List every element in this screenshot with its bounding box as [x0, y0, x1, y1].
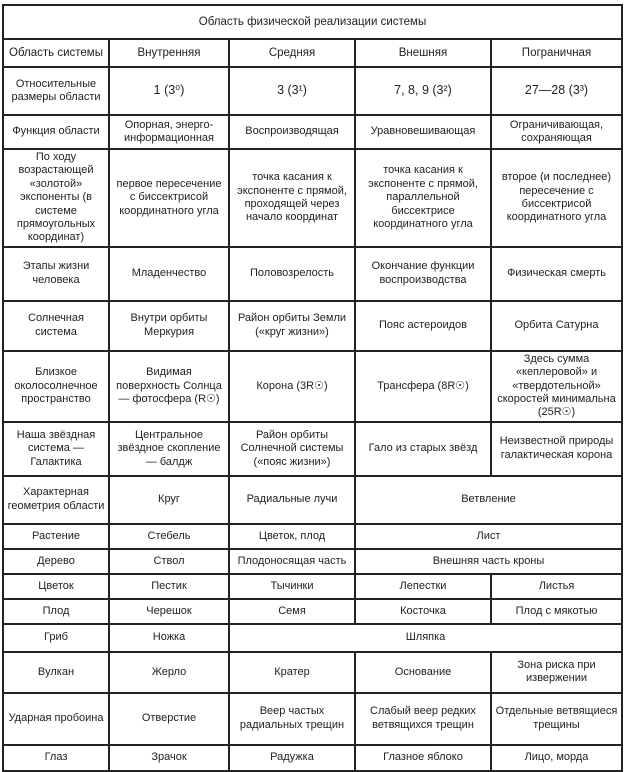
galaxy-outer: Гало из старых звёзд	[355, 422, 491, 476]
row-function	[3, 115, 622, 149]
header-inner: Внутренняя	[109, 39, 229, 67]
nearsun-inner: Видимая поверхность Солнца — фотосфера (R☉)	[109, 351, 229, 422]
function-border: Ограничивающая, сохраняющая	[491, 115, 622, 149]
sizes-inner: 1 (3⁰)	[109, 67, 229, 115]
flower-inner: Пестик	[109, 574, 229, 599]
golden-outer: точка касания к экспоненте с прямой, параллельной биссектрисе координатного угла	[355, 149, 491, 247]
function-label: Функция области	[3, 115, 109, 149]
eye-outer: Глазное яблоко	[355, 745, 491, 771]
plant-label: Растение	[3, 524, 109, 549]
function-middle: Воспроизводящая	[229, 115, 355, 149]
galaxy-middle: Район орбиты Солнечной системы («пояс жизни»)	[229, 422, 355, 476]
row-solar	[3, 301, 622, 351]
sizes-middle: 3 (3¹)	[229, 67, 355, 115]
row-mushroom	[3, 624, 622, 652]
volcano-middle: Кратер	[229, 652, 355, 693]
life-inner: Младенчество	[109, 247, 229, 301]
plant-outer-border: Лист	[355, 524, 622, 549]
life-label: Этапы жизни человека	[3, 247, 109, 301]
galaxy-border: Неизвестной природы галактическая корона	[491, 422, 622, 476]
golden-border: второе (и последнее) пересечение с биссектрисой координатного угла	[491, 149, 622, 247]
system-table-container	[2, 4, 621, 762]
flower-outer: Лепестки	[355, 574, 491, 599]
tree-inner: Ствол	[109, 549, 229, 574]
fruit-middle: Семя	[229, 599, 355, 624]
solar-inner: Внутри орбиты Меркурия	[109, 301, 229, 351]
tree-outer-border: Внешняя часть кроны	[355, 549, 622, 574]
title-row	[3, 5, 622, 39]
row-sizes	[3, 67, 622, 115]
flower-middle: Тычинки	[229, 574, 355, 599]
row-galaxy	[3, 422, 622, 476]
row-nearsun	[3, 351, 622, 422]
eye-label: Глаз	[3, 745, 109, 771]
row-fruit	[3, 599, 622, 624]
row-tree	[3, 549, 622, 574]
row-flower	[3, 574, 622, 599]
mushroom-inner: Ножка	[109, 624, 229, 652]
sizes-label: Относительные размеры области	[3, 67, 109, 115]
row-plant	[3, 524, 622, 549]
row-golden	[3, 149, 622, 247]
geometry-inner: Круг	[109, 476, 229, 524]
row-life	[3, 247, 622, 301]
system-realization-table	[2, 4, 623, 772]
impact-border: Отдельные ветвящиеся трещины	[491, 693, 622, 745]
row-impact	[3, 693, 622, 745]
header-middle: Средняя	[229, 39, 355, 67]
eye-border: Лицо, морда	[491, 745, 622, 771]
geometry-outer-border: Ветвление	[355, 476, 622, 524]
eye-middle: Радужка	[229, 745, 355, 771]
solar-label: Солнечная система	[3, 301, 109, 351]
geometry-label: Характерная геометрия области	[3, 476, 109, 524]
mushroom-label: Гриб	[3, 624, 109, 652]
header-outer: Внешняя	[355, 39, 491, 67]
impact-middle: Веер частых радиальных трещин	[229, 693, 355, 745]
table-title: Область физической реализации системы	[3, 5, 622, 39]
volcano-inner: Жерло	[109, 652, 229, 693]
row-geometry	[3, 476, 622, 524]
nearsun-label: Близкое околосолнечное пространство	[3, 351, 109, 422]
geometry-middle: Радиальные лучи	[229, 476, 355, 524]
plant-inner: Стебель	[109, 524, 229, 549]
flower-label: Цветок	[3, 574, 109, 599]
solar-middle: Район орбиты Земли («круг жизни»)	[229, 301, 355, 351]
sizes-border: 27—28 (3³)	[491, 67, 622, 115]
fruit-outer: Косточка	[355, 599, 491, 624]
plant-middle: Цветок, плод	[229, 524, 355, 549]
mushroom-middle-outer-border: Шляпка	[229, 624, 622, 652]
row-eye	[3, 745, 622, 771]
solar-outer: Пояс астероидов	[355, 301, 491, 351]
galaxy-label: Наша звёздная система — Галактика	[3, 422, 109, 476]
function-outer: Уравновешивающая	[355, 115, 491, 149]
fruit-border: Плод с мякотью	[491, 599, 622, 624]
function-inner: Опорная, энерго-информационная	[109, 115, 229, 149]
header-border: Пограничная	[491, 39, 622, 67]
golden-label: По ходу возрастающей «золотой» экспоненты (в системе прямоугольных координат)	[3, 149, 109, 247]
nearsun-outer: Трансфера (8R☉)	[355, 351, 491, 422]
impact-outer: Слабый веер редких ветвящихся трещин	[355, 693, 491, 745]
solar-border: Орбита Сатурна	[491, 301, 622, 351]
header-area: Область системы	[3, 39, 109, 67]
sizes-outer: 7, 8, 9 (3²)	[355, 67, 491, 115]
impact-label: Ударная пробоина	[3, 693, 109, 745]
tree-label: Дерево	[3, 549, 109, 574]
life-middle: Половозрелость	[229, 247, 355, 301]
flower-border: Листья	[491, 574, 622, 599]
fruit-label: Плод	[3, 599, 109, 624]
volcano-label: Вулкан	[3, 652, 109, 693]
nearsun-border: Здесь сумма «кеплеровой» и «твердотельной» скоростей минимальна (25R☉)	[491, 351, 622, 422]
life-border: Физическая смерть	[491, 247, 622, 301]
galaxy-inner: Центральное звёздное скопление — балдж	[109, 422, 229, 476]
volcano-outer: Основание	[355, 652, 491, 693]
life-outer: Окончание функции воспроизводства	[355, 247, 491, 301]
row-volcano	[3, 652, 622, 693]
tree-middle: Плодоносящая часть	[229, 549, 355, 574]
golden-middle: точка касания к экспоненте с прямой, проходящей через начало координат	[229, 149, 355, 247]
eye-inner: Зрачок	[109, 745, 229, 771]
fruit-inner: Черешок	[109, 599, 229, 624]
impact-inner: Отверстие	[109, 693, 229, 745]
golden-inner: первое пересечение с биссектрисой координатного угла	[109, 149, 229, 247]
header-row	[3, 39, 622, 67]
volcano-border: Зона риска при извержении	[491, 652, 622, 693]
nearsun-middle: Корона (3R☉)	[229, 351, 355, 422]
